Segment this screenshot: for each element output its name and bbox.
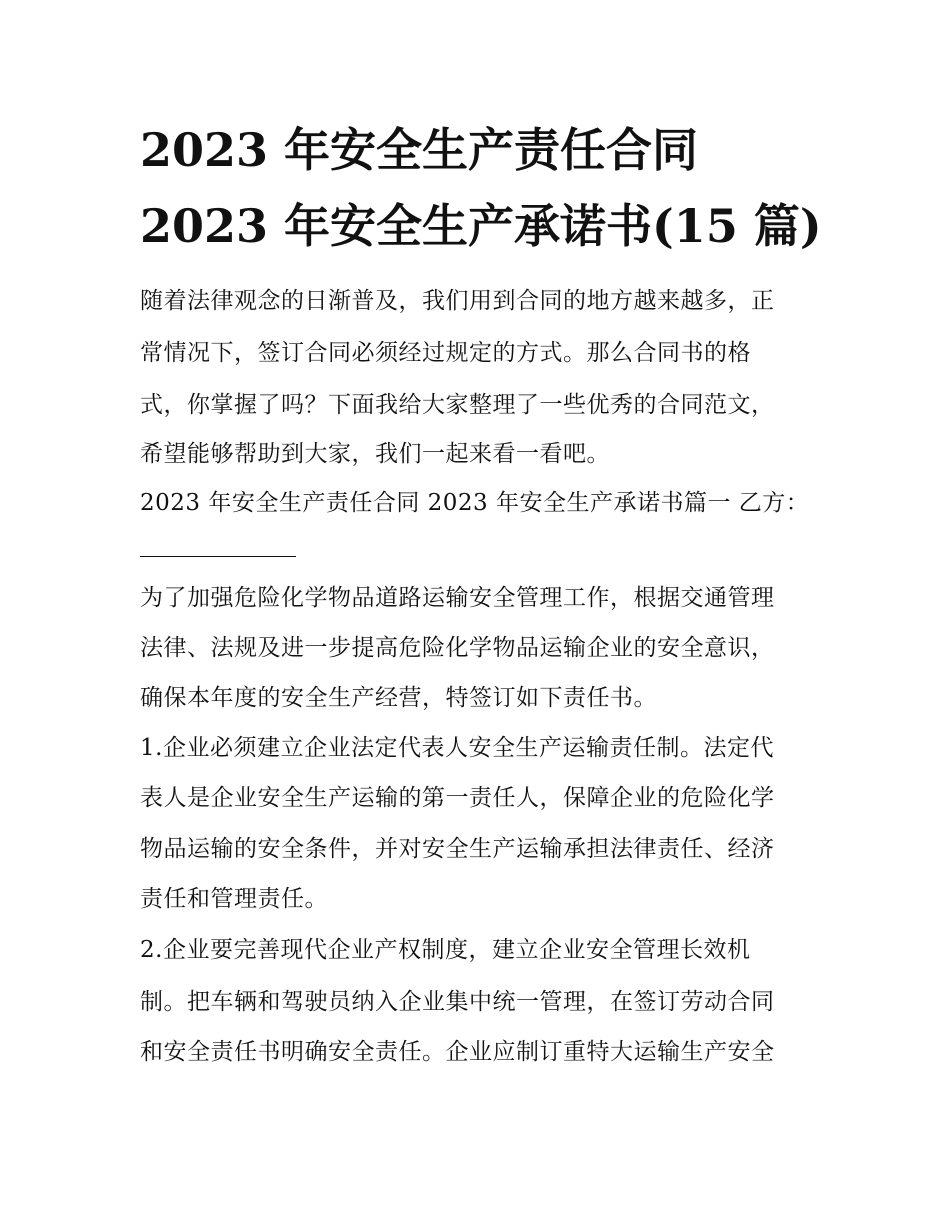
intro-line-4: 希望能够帮助到大家，我们一起来看一看吧。 bbox=[140, 441, 610, 467]
intro-line-3: 式，你掌握了吗？下面我给大家整理了一些优秀的合同范文， bbox=[140, 392, 775, 418]
party-b-blank-underline bbox=[140, 556, 296, 557]
intro-line-1: 随着法律观念的日渐普及，我们用到合同的地方越来越多，正 bbox=[140, 288, 775, 314]
clause-2-line-3: 和安全责任书明确安全责任。企业应制订重特大运输生产安全 bbox=[140, 1039, 775, 1065]
paragraph-1-line-3: 确保本年度的安全生产经营，特签订如下责任书。 bbox=[140, 685, 657, 711]
clause-2-line-2: 制。把车辆和驾驶员纳入企业集中统一管理，在签订劳动合同 bbox=[140, 989, 775, 1015]
clause-2-line-1: 2.企业要完善现代企业产权制度，建立企业安全管理长效机 bbox=[140, 937, 751, 963]
section-heading-line: 2023 年安全生产责任合同 2023 年安全生产承诺书篇一 乙方： bbox=[140, 490, 810, 516]
intro-line-2: 常情况下，签订合同必须经过规定的方式。那么合同书的格 bbox=[140, 340, 751, 366]
paragraph-1-line-2: 法律、法规及进一步提高危险化学物品运输企业的安全意识， bbox=[140, 635, 775, 661]
clause-1-line-3: 物品运输的安全条件，并对安全生产运输承担法律责任、经济 bbox=[140, 836, 775, 862]
document-title-line-2: 2023 年安全生产承诺书(15 篇) bbox=[140, 199, 822, 253]
document-title-line-1: 2023 年安全生产责任合同 bbox=[140, 123, 699, 177]
clause-1-line-2: 表人是企业安全生产运输的第一责任人，保障企业的危险化学 bbox=[140, 785, 775, 811]
clause-1-line-4: 责任和管理责任。 bbox=[140, 886, 328, 912]
clause-1-line-1: 1.企业必须建立企业法定代表人安全生产运输责任制。法定代 bbox=[140, 735, 774, 761]
paragraph-1-line-1: 为了加强危险化学物品道路运输安全管理工作，根据交通管理 bbox=[140, 585, 775, 611]
